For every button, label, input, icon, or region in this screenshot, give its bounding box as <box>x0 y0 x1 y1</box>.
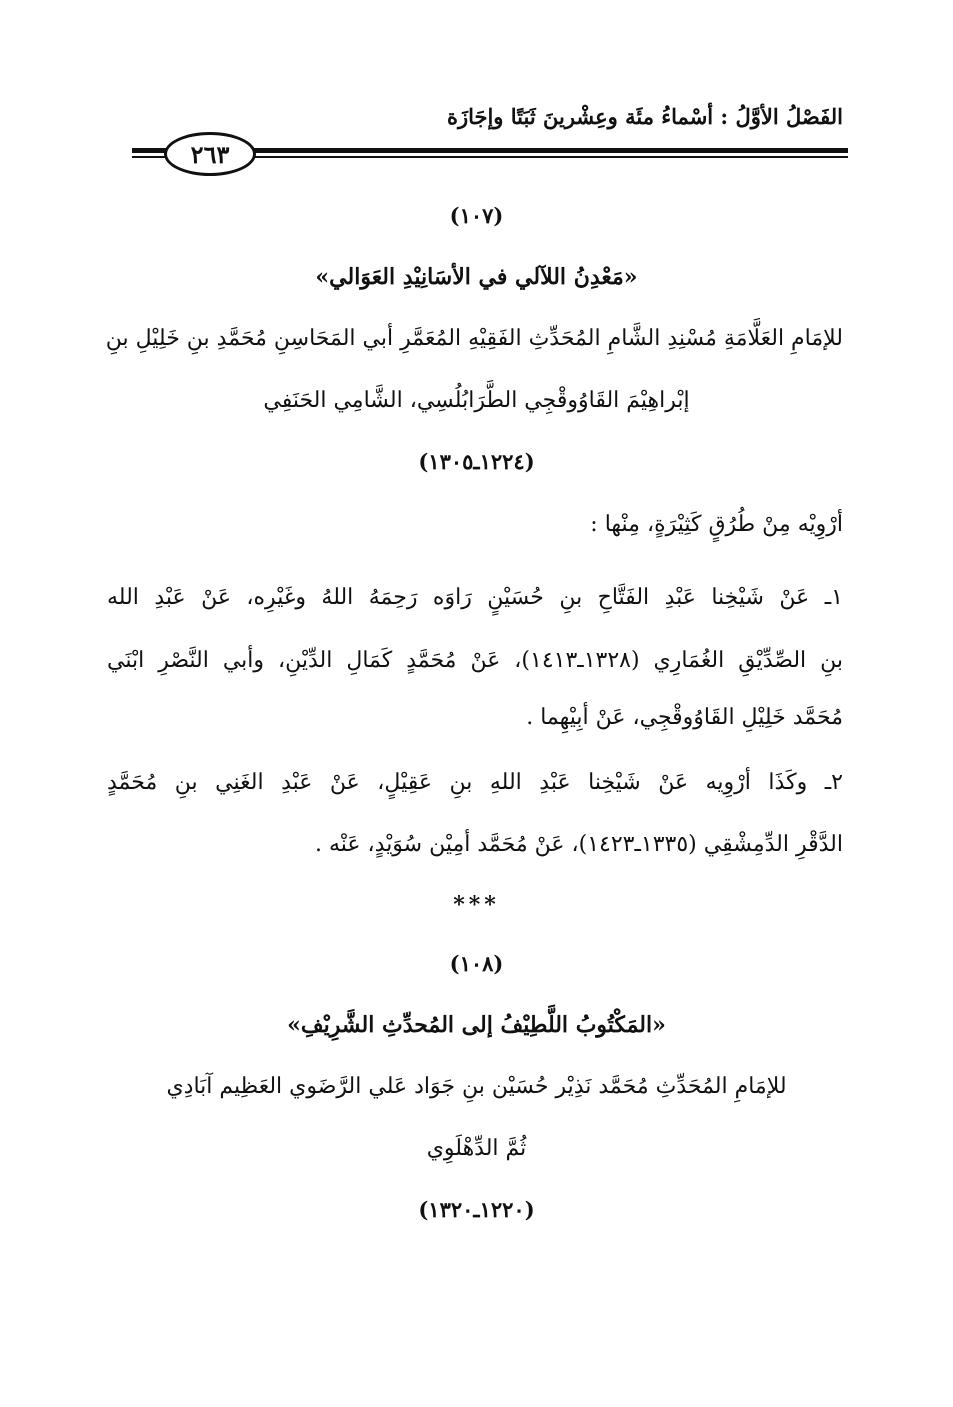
entry-107-title: «مَعْدِنُ اللآلي في الأسَانِيْدِ العَوَالي» <box>315 264 638 290</box>
entry-107-author-line-1: للإمَامِ العَلَّامَةِ مُسْنِدِ الشَّامِ المُحَدِّثِ الفَقِيْهِ المُعَمَّرِ أبي المَحَاسِنِ مُحَمَّدِ بنِ خَلِيْلِ بنِ <box>105 326 843 351</box>
entry-107-item-1-line-3: مُحَمَّد خَلِيْلِ القَاوُوقْجِي، عَنْ أبِيْهِما . <box>526 705 843 730</box>
section-separator: *** <box>453 892 500 918</box>
entry-108-author-line-2: ثُمَّ الدِّهْلَوِي <box>426 1136 527 1161</box>
entry-108-number: (١٠٨) <box>449 951 504 976</box>
entry-107-number: (١٠٧) <box>449 203 504 228</box>
running-header-title: الفَصْلُ الأوَّلُ : أسْماءُ مئَة وعِشْرينَ ثَبَتًا وإجَازَة <box>446 104 843 129</box>
header-rule <box>132 130 848 180</box>
entry-108-dates: (١٢٢٠ـ١٣٢٠) <box>418 1197 535 1222</box>
entry-107-intro: أرْوِيْه مِنْ طُرُقٍ كَثِيْرَةٍ، مِنْها : <box>590 512 843 537</box>
entry-108-title: «المَكْتُوبُ اللَّطِيْفُ إلى المُحدِّثِ الشَّرِيْفِ» <box>287 1012 666 1038</box>
entry-107-item-1-line-2: بنِ الصِّدِّيْقِ الغُمَارِي (١٣٢٨ـ١٤١٣)، عَنْ مُحَمَّدٍ كَمَالِ الدِّيْنِ، وأبي النَّصْرِ ابْنَي <box>107 648 843 673</box>
entry-107-author-line-2: إبْراهِيْمَ القَاوُوقْجِي الطَّرَابُلُسِي، الشَّامِي الحَنَفِي <box>263 388 690 413</box>
entry-107-dates: (١٢٢٤ـ١٣٠٥) <box>418 449 535 474</box>
entry-108-author-line-1: للإمَامِ المُحَدِّثِ مُحَمَّد نَذِيْر حُسَيْن بنِ جَوَاد عَلي الرَّضَوي العَظِيم آبَادِي <box>166 1074 787 1099</box>
page-number: ٢٦٣ <box>190 139 230 169</box>
page-number-badge <box>164 132 256 176</box>
entry-107-item-1-line-1: ١ـ عَنْ شَيْخِنا عَبْدِ الفَتَّاحِ بنِ حُسَيْنٍ رَاوَه رَحِمَهُ اللهُ وغَيْرِه، عَنْ عَبْدِ الله <box>107 585 843 610</box>
entry-107-item-2-line-1: ٢ـ وكَذَا أرْوِيه عَنْ شَيْخِنا عَبْدِ اللهِ بنِ عَقِيْلٍ، عَنْ عَبْدِ الغَنِي بنِ مُحَمَّدٍ <box>107 770 843 795</box>
entry-107-item-2-line-2: الدَّقْرِ الدِّمِشْقِي (١٣٣٥ـ١٤٢٣)، عَنْ مُحَمَّد أمِيْن سُوَيْدٍ، عَنْه . <box>315 832 843 857</box>
